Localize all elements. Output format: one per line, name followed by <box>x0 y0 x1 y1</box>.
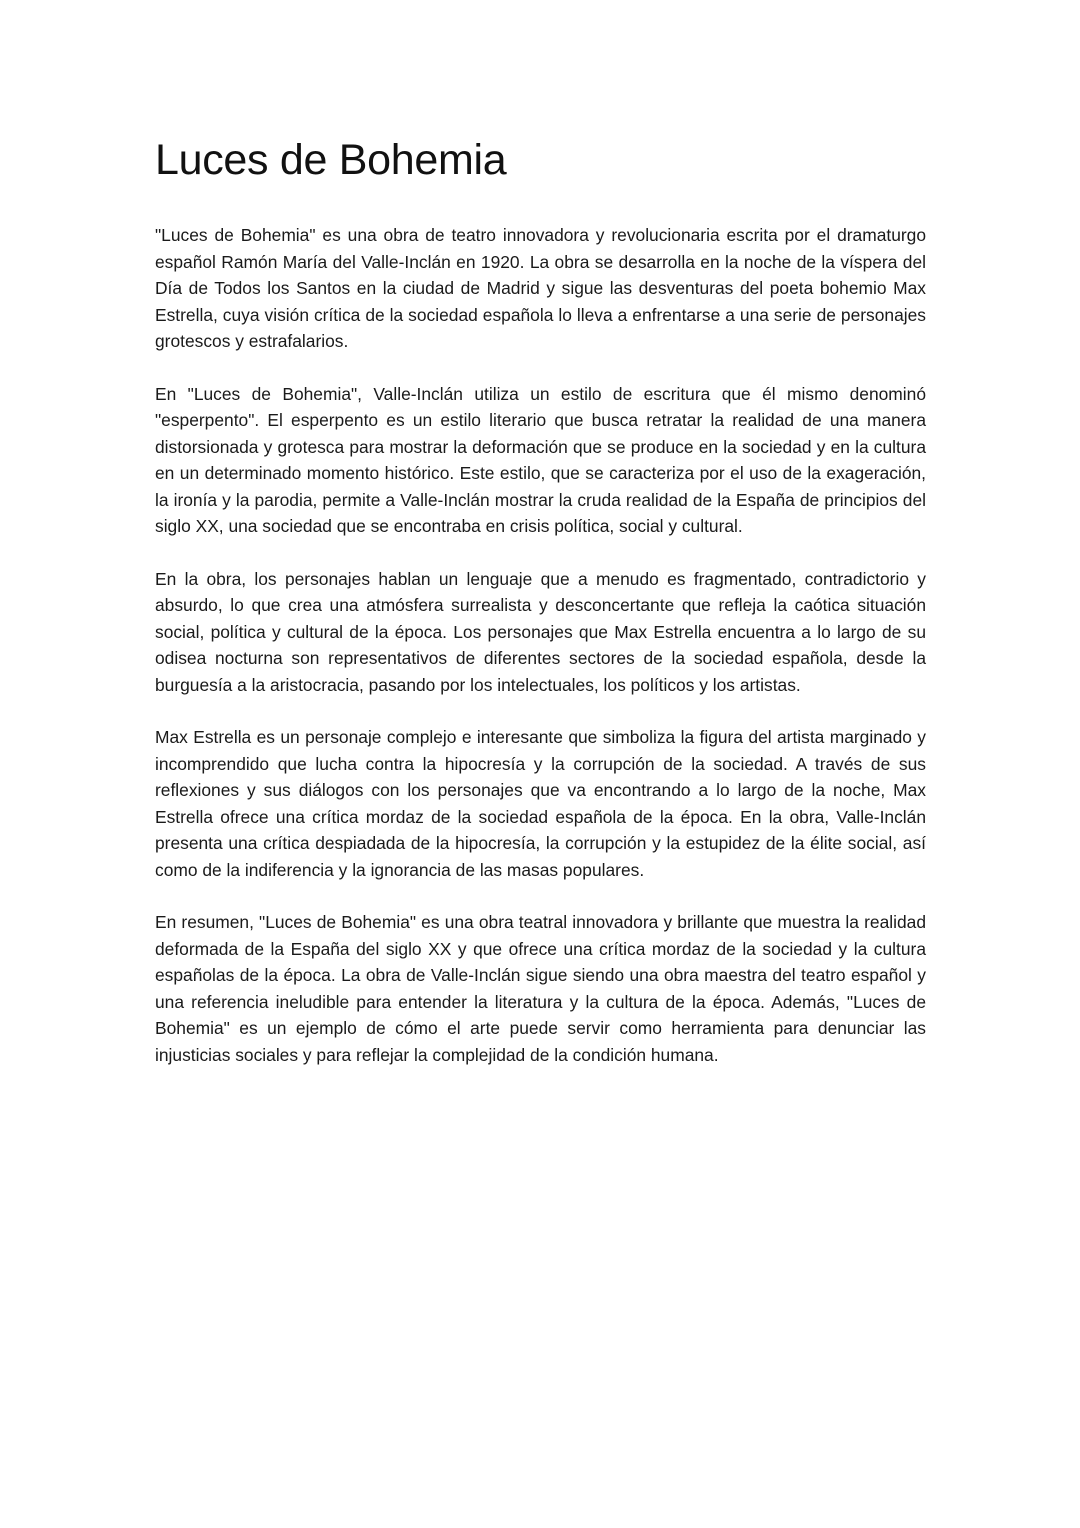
paragraph-intro: "Luces de Bohemia" es una obra de teatro innovadora y revolucionaria escrita por el dramaturgo español Ramón María del Valle-Inclán en 1920. La obra se desarrolla en la noche de la víspera del Día de Todos los Santos en la ciudad de Madrid y sigue las desventuras del poeta bohemio Max Estrella, cuya visión crítica de la sociedad española lo lleva a enfrentarse a una serie de personajes grotescos y estrafalarios. <box>155 225 926 351</box>
paragraph-esperpento: En "Luces de Bohemia", Valle-Inclán utiliza un estilo de escritura que él mismo denominó "esperpento". El esperpento es un estilo literario que busca retratar la realidad de una manera distorsionada y grotesca para mostrar la deformación que se produce en la sociedad y en la cultura en un determinado momento histórico. Este estilo, que se caracteriza por el uso de la exageración, la ironía y la parodia, permite a Valle-Inclán mostrar la cruda realidad de la España de principios del siglo XX, una sociedad que se encontraba en crisis política, social y cultural. <box>155 383 926 536</box>
paragraph-lenguaje: En la obra, los personajes hablan un lenguaje que a menudo es fragmentado, contradictorio y absurdo, lo que crea una atmósfera surrealista y desconcertante que refleja la caótica situación social, política y cultural de la época. Los personajes que Max Estrella encuentra a lo largo de su odisea nocturna son representativos de diferentes sectores de la sociedad española, desde la burguesía a la aristocracia, pasando por los intelectuales, los políticos y los artistas. <box>155 568 926 695</box>
document-title: Luces de Bohemia <box>155 136 507 184</box>
document-body <box>155 128 926 1094</box>
paragraph-max-estrella: Max Estrella es un personaje complejo e interesante que simboliza la figura del artista marginado y incomprendido que lucha contra la hipocresía y la corrupción de la sociedad. A través de sus reflexiones y sus diálogos con los personajes que va encontrando a lo largo de la noche, Max Estrella ofrece una crítica mordaz de la sociedad española de la época. En la obra, Valle-Inclán presenta una crítica despiadada de la hipocresía, la corrupción y la estupidez de la élite social, así como de la indiferencia y la ignorancia de las masas populares. <box>155 727 926 880</box>
paragraph-resumen: En resumen, "Luces de Bohemia" es una obra teatral innovadora y brillante que muestra la realidad deformada de la España del siglo XX y que ofrece una crítica mordaz de la sociedad y la cultura españolas de la época. La obra de Valle-Inclán sigue siendo una obra maestra del teatro español y una referencia ineludible para entender la literatura y la cultura de la época. Además, "Luces de Bohemia" es un ejemplo de cómo el arte puede servir como herramienta para denunciar las injusticias sociales y para reflejar la complejidad de la condición humana. <box>155 912 926 1065</box>
